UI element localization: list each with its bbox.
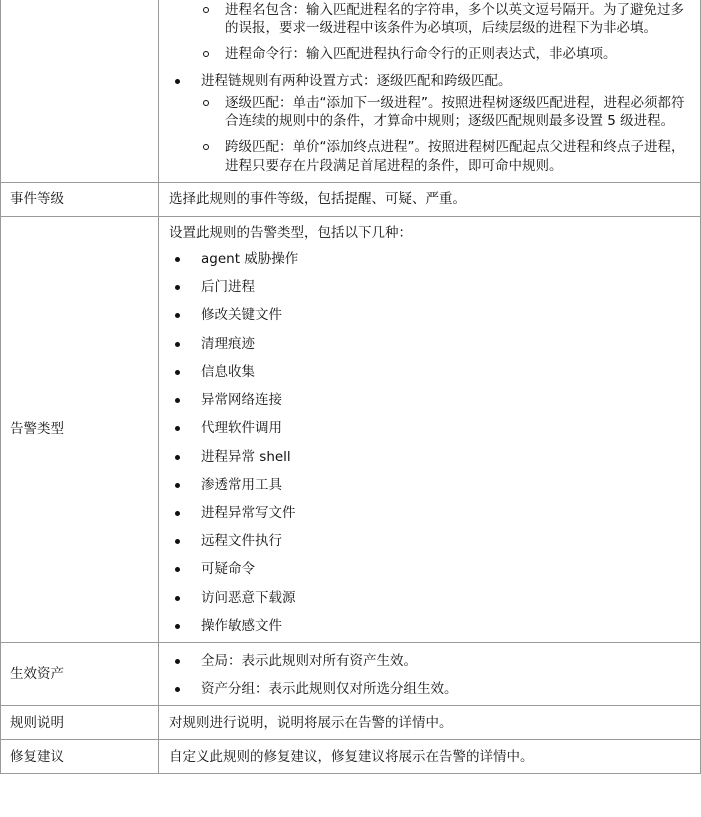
list-item: 进程异常写文件 xyxy=(169,504,692,522)
process-chain-name-cell xyxy=(1,0,159,182)
list-item: agent 威胁操作 xyxy=(169,250,692,268)
cross-match-desc: 跨级匹配：单价“添加终点进程”。按照进程树匹配起点父进程和终点子进程，进程只要存在片段满足首尾进程的条件，即可命中规则。 xyxy=(225,139,685,174)
list-item: 异常网络连接 xyxy=(169,391,692,409)
list-item: 可疑命令 xyxy=(169,560,692,578)
fix-suggestion-desc: 自定义此规则的修复建议，修复建议将展示在告警的详情中。 xyxy=(159,740,701,774)
table-row-alert-type xyxy=(1,216,701,642)
list-item xyxy=(201,138,692,174)
step-match-desc: 逐级匹配：单击“添加下一级进程”。按照进程树逐级匹配进程，进程必须都符合连续的规则中的条件，才算命中规则；逐级匹配规则最多设置 5 级进程。 xyxy=(225,94,685,130)
list-item: 全局：表示此规则对所有资产生效。 xyxy=(169,652,692,670)
list-item xyxy=(201,45,692,63)
list-item: 修改关键文件 xyxy=(169,306,692,324)
table-row-process-chain xyxy=(1,0,701,182)
process-cmdline-condition: 进程命令行：输入匹配进程执行命令行的正则表达式，非必填项。 xyxy=(225,46,617,63)
chain-mode-intro: 进程链规则有两种设置方式：逐级匹配和跨级匹配。 xyxy=(201,72,512,89)
list-item: 进程异常 shell xyxy=(169,448,692,466)
effective-assets-desc-cell xyxy=(159,643,701,706)
list-item xyxy=(201,1,692,37)
table-row-effective-assets xyxy=(1,643,701,706)
list-item: 远程文件执行 xyxy=(169,532,692,550)
process-chain-desc-cell xyxy=(159,0,701,182)
process-condition-list xyxy=(201,1,692,64)
alert-type-name: 告警类型 xyxy=(1,216,159,642)
event-level-name: 事件等级 xyxy=(1,182,159,216)
table-row-fix-suggestion xyxy=(1,740,701,774)
list-item: 资产分组：表示此规则仅对所选分组生效。 xyxy=(169,680,692,698)
list-item xyxy=(201,94,692,130)
event-level-desc: 选择此规则的事件等级，包括提醒、可疑、严重。 xyxy=(159,182,701,216)
chain-mode-sub-list xyxy=(201,94,692,175)
alert-type-desc-cell xyxy=(159,216,701,642)
alert-type-intro: 设置此规则的告警类型，包括以下几种： xyxy=(169,224,412,241)
table-row-event-level xyxy=(1,182,701,216)
list-item: 渗透常用工具 xyxy=(169,476,692,494)
list-item xyxy=(169,72,692,175)
list-item: 后门进程 xyxy=(169,278,692,296)
effective-assets-list xyxy=(169,652,692,698)
list-item: 访问恶意下载源 xyxy=(169,589,692,607)
list-item: 操作敏感文件 xyxy=(169,617,692,635)
table-row-rule-description xyxy=(1,706,701,740)
effective-assets-name: 生效资产 xyxy=(1,643,159,706)
chain-mode-list xyxy=(169,72,692,175)
alert-type-list xyxy=(169,250,692,635)
rule-description-desc: 对规则进行说明，说明将展示在告警的详情中。 xyxy=(159,706,701,740)
list-item: 代理软件调用 xyxy=(169,419,692,437)
list-item: 清理痕迹 xyxy=(169,335,692,353)
list-item: 信息收集 xyxy=(169,363,692,381)
rule-description-name: 规则说明 xyxy=(1,706,159,740)
fix-suggestion-name: 修复建议 xyxy=(1,740,159,774)
process-name-condition: 进程名包含：输入匹配进程名的字符串，多个以英文逗号隔开。为了避免过多的误报，要求一级进程中该条件为必填项，后续层级的进程下为非必填。 xyxy=(225,2,684,37)
